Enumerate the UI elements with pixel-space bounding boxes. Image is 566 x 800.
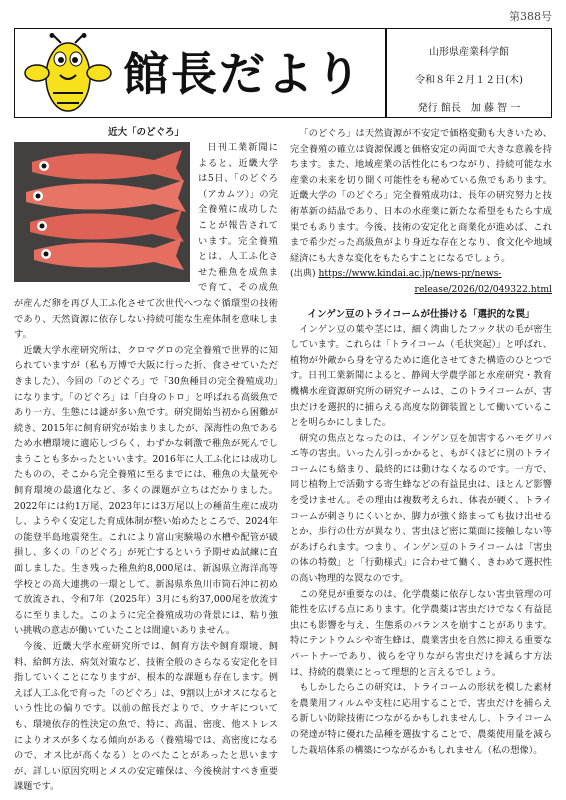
publisher: 発行 館長 加 藤 智 一 [417, 103, 521, 114]
article2-paragraph: 研究の焦点となったのは、インゲン豆を加害するハモグリバエ等の害虫。いったん引っかかると、もがくほどに別のトライコームにも絡まり、最終的には動けなくなるのです。一方で、同じ植物上で活動する寄生蜂などの有益昆虫は、ほとんど影響を受けません。その理由は複数考えられ、体表が硬く、トライコームが刺さりにくいとか、脚力が強く絡まっても抜け出せるとか、歩行の仕方が異なり、害虫ほど密に葉面に接触しない等があげられます。つまり、インゲン豆のトライコームは「害虫の体の特徴」と「行動様式」に合わせて働く、きわめて選択性の高い物理的な罠なのです。 [290, 432, 552, 585]
article2-paragraph: もしかしたらこの研究は、トライコームの形状を模した素材を農業用フィルムや支柱に応用することで、害虫だけを捕らえる新しい防除技術につながるかもしれませんし、トライコームの発達が特に優れた品種を選抜することで、農薬使用量を減らした栽培体系の構築につながるかもしれません（私の想像）。 [290, 682, 552, 756]
source-link[interactable]: https://www.kindai.ac.jp/news-pr/news- [318, 268, 502, 280]
source-link-continued[interactable]: release/2026/02/049322.html [414, 283, 552, 295]
newsletter-header [14, 28, 552, 118]
article1-continued-paragraph: 「のどぐろ」は天然資源が不安定で価格変動も大きいため、完全養殖の確立は資源保護と価格安定の両面で大きな意義を持ちます。また、地域産業の活性化にもつながり、持続可能な水産業の未来を切り開く可能性をも秘めている魚でもあります。近畿大学の「のどぐろ」完全養殖成功は、長年の研究努力と技術革新の結晶であり、日本の水産業に新たな希望をもたらす成果でもあります。今後、技術の安定化と商業化が進めば、これまで希少だった高級魚がより身近な存在となり、食文化や地域経済にも大きな変化をもたらすことになるでしょう。 [290, 128, 552, 264]
nodoguro-fish-photo [14, 142, 190, 282]
newsletter-title: 館長だより [123, 47, 363, 101]
header-info [387, 29, 551, 117]
article1-paragraph: 今後、近畿大学水産研究所では、飼育方法や飼育環境、飼料、給餌方法、病気対策など、技術全般のさらなる安定化を目指していくことになりますが、根本的な課題も存在します。例えば人工ふ化で育った「のどぐろ」は、9割以上がオスになるという性比の偏りです。以前の館長だよりで、ウナギについても、環境依存的性決定の魚で、特に、高温、密度、他ストレスによりオスが多くなる傾向がある（養殖場では、高密度になるので、オス比が高くなる）とのべたことがあったと思いますが、詳しい原因究明とメスの安定確保は、今後検討すべき重要課題です。 [14, 641, 278, 793]
article1-paragraph: 近畿大学水産研究所は、クロマグロの完全養殖で世界的に知られていますが（私も万博で大阪に行った折、食させていただきました）、今回の「のどぐろ」で「30魚種目の完全養殖成功」になります。「のどぐろ」は「白身のトロ」と呼ばれる高級魚であり一方、生態には謎が多い魚です。研究開始当初から困難が続き、2015年に飼育研究が始まりましたが、深海性の魚であるため水槽環境に適応しづらく、わずかな刺激で稚魚が死んでしまうことも多かったといいます。2016年に人工ふ化には成功したものの、そこから完全養殖に至るまでには、稚魚の大量死や飼育環境の最適化など、多くの課題が立ちはだかりました。2022年には約1万尾、2023年には3万尾以上の種苗生産に成功し、ようやく安定した育成体制が整い始めたところで、2024年の能登半島地震発生。これにより富山実験場の水槽や配管が破損し、多くの「のどぐろ」が死亡するという予期せぬ試練に直面しました。生き残った稚魚約8,000尾は、新潟県立海洋高等学校との高大連携の一環として、新潟県糸魚川市筒石沖に初めて放流され、令和7年（2025年）3月にも約37,000尾を放流するに至りました。このように完全養殖成功の背景には、粘り強い挑戦の意志が働いていたことは間違いありません。 [14, 344, 278, 637]
left-column [14, 126, 278, 795]
source-citation [290, 266, 552, 297]
article2-paragraph: この発見が重要なのは、化学農薬に依存しない害虫管理の可能性を広げる点にあります。化学農薬は害虫だけでなく有益昆虫にも影響を与え、生態系のバランスを崩すことがあります。特にテントウムシや寄生蜂は、農業害虫を自然に抑える重要なパートナーであり、彼らを守りながら害虫だけを減らす方法は、持続的農業にとって理想的と言えるでしょう。 [290, 588, 552, 678]
issue-number: 第388号 [509, 10, 552, 23]
bee-mascot-icon [23, 33, 113, 115]
museum-name: 山形県産業科学館 [429, 47, 509, 58]
article2-paragraph: インゲン豆の葉や茎には、細く湾曲したフック状の毛が密生しています。これらは「トライコーム（毛状突起）」と呼ばれ、植物が外敵から身を守るために進化させてきた構造のひとつです。日刊工業新聞によると、静岡大学農学部と水産研究・教育機構水産資源研究所の研究チームは、このトライコームが、害虫だけを選択的に捕らえる高度な防御装置として働いていることを明らかにしました。 [290, 323, 552, 429]
article1-title: 近大「のどぐろ」 [107, 127, 184, 138]
source-label: (出典) [290, 268, 316, 280]
article2-title: インゲン豆のトライコームが仕掛ける「選択的な罠」 [307, 308, 535, 320]
issue-date: 令和８年２月１２日(木) [415, 75, 523, 86]
article1-paragraph: 日刊工業新聞によると、近畿大学は5日、「のどぐろ（アカムツ）」の完全養殖に成功したことが報告されています。完全養殖とは、人工ふ化させた稚魚を成魚まで育て、その成魚が産んだ卵を再び人工ふ化させて次世代へつなぐ循環型の技術であり、天然資源に依存しない持続可能な生産体制を意味します。 [14, 142, 278, 341]
right-column [290, 126, 552, 758]
